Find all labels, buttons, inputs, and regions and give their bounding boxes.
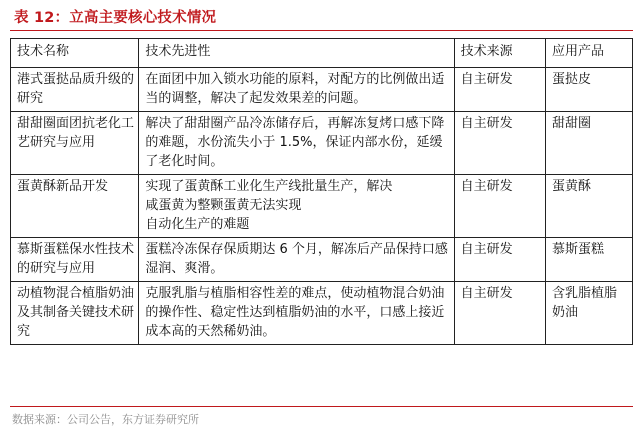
tech-name-cell: 蛋黄酥新品开发 [11,175,139,238]
tech-source-cell: 自主研发 [454,175,545,238]
bottom-divider [10,406,633,407]
application-product-cell: 含乳脂植脂奶油 [545,282,632,345]
advantage-line: 自动化生产的难题 [145,217,250,232]
tech-name-cell: 慕斯蛋糕保水性技术的研究与应用 [11,238,139,282]
core-technology-table [10,38,633,345]
header-application-product: 应用产品 [545,39,632,68]
tech-advantage-cell [139,175,454,238]
title-divider [10,30,633,31]
tech-source-cell: 自主研发 [454,112,545,175]
table-row [11,175,633,238]
table-title: 表 12：立高主要核心技术情况 [14,10,217,26]
header-tech-source: 技术来源 [454,39,545,68]
table-row [11,282,633,345]
application-product-cell: 蛋挞皮 [545,68,632,112]
application-product-cell: 甜甜圈 [545,112,632,175]
tech-source-cell: 自主研发 [454,282,545,345]
advantage-line: 实现了蛋黄酥工业化生产线批量生产，解决 [145,179,393,194]
tech-source-cell: 自主研发 [454,68,545,112]
table-row [11,68,633,112]
data-source-note: 数据来源：公司公告，东方证券研究所 [12,413,199,426]
tech-source-cell: 自主研发 [454,238,545,282]
table-row [11,238,633,282]
tech-advantage-cell: 蛋糕冷冻保存保质期达 6 个月，解冻后产品保持口感湿润、爽滑。 [139,238,454,282]
table-row [11,112,633,175]
header-tech-advantage: 技术先进性 [139,39,454,68]
tech-name-cell: 港式蛋挞品质升级的研究 [11,68,139,112]
advantage-line: 咸蛋黄为整颗蛋黄无法实现 [145,198,302,213]
tech-advantage-cell: 在面团中加入锁水功能的原料，对配方的比例做出适当的调整，解决了起发效果差的问题。 [139,68,454,112]
table-header-row [11,39,633,68]
application-product-cell: 慕斯蛋糕 [545,238,632,282]
header-tech-name: 技术名称 [11,39,139,68]
tech-advantage-cell: 解决了甜甜圈产品冷冻储存后，再解冻复烤口感下降的难题，水份流失小于 1.5%，保证内部水份，延缓了老化时间。 [139,112,454,175]
tech-advantage-cell: 克服乳脂与植脂相容性差的难点，使动植物混合奶油的操作性、稳定性达到植脂奶油的水平，口感上接近成本高的天然稀奶油。 [139,282,454,345]
application-product-cell: 蛋黄酥 [545,175,632,238]
tech-name-cell: 动植物混合植脂奶油及其制备关键技术研究 [11,282,139,345]
tech-name-cell: 甜甜圈面团抗老化工艺研究与应用 [11,112,139,175]
